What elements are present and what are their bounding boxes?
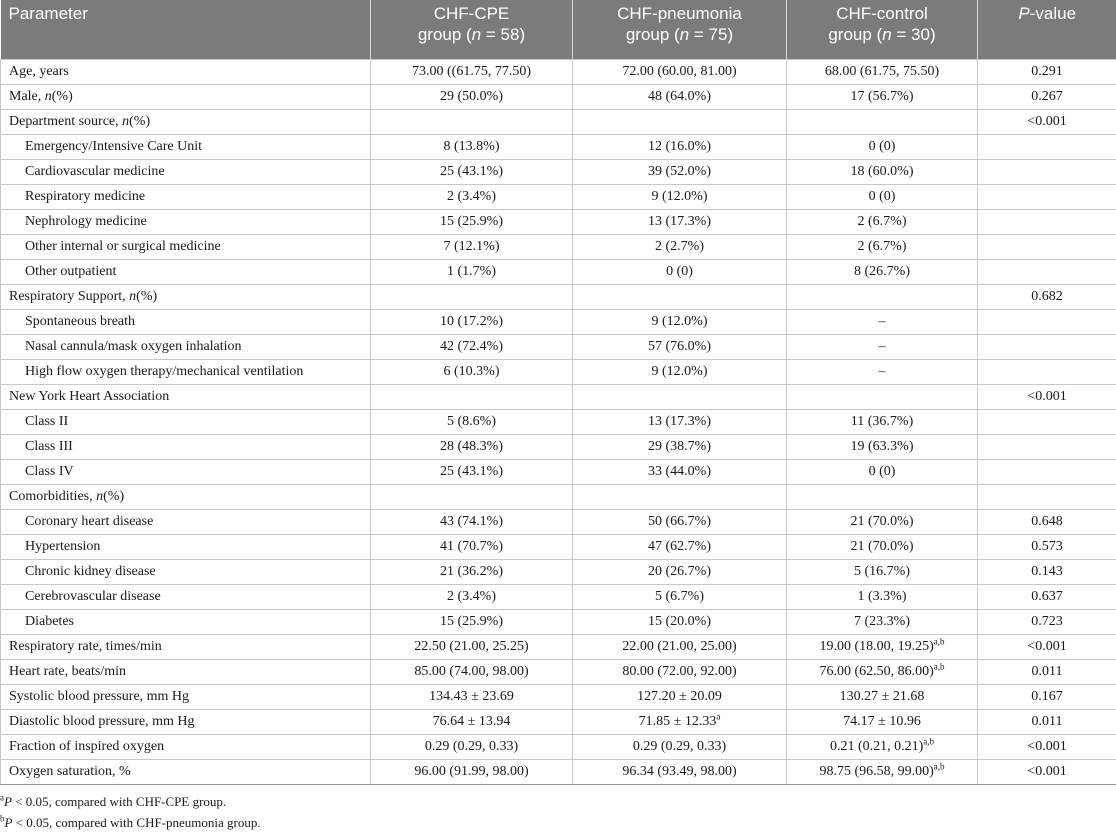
cell-p-value bbox=[978, 360, 1116, 385]
cell-chf-control-value: 5 (16.7%) bbox=[854, 564, 910, 579]
cell-p-value-value: 0.682 bbox=[1031, 289, 1063, 304]
cell-chf-pneumonia-value: 96.34 (93.49, 98.00) bbox=[622, 764, 736, 779]
cell-chf-control-value: 76.00 (62.50, 86.00) bbox=[819, 664, 933, 679]
table-row bbox=[1, 560, 1116, 585]
cell-chf-pneumonia bbox=[573, 760, 787, 785]
row-label: Cerebrovascular disease bbox=[1, 585, 371, 610]
cell-chf-pneumonia-value: 20 (26.7%) bbox=[648, 564, 711, 579]
footnote-b: $^b$P < 0.05, compared with CHF-pneumonia group. bbox=[0, 814, 261, 832]
header-p-value-label: P-value bbox=[1018, 4, 1076, 23]
table-row bbox=[1, 160, 1116, 185]
cell-chf-cpe bbox=[371, 310, 573, 335]
row-label: Chronic kidney disease bbox=[1, 560, 371, 585]
cell-chf-cpe bbox=[371, 710, 573, 735]
cell-chf-pneumonia bbox=[573, 385, 787, 410]
cell-p-value-value: 0.291 bbox=[1031, 64, 1063, 79]
cell-p-value bbox=[978, 385, 1116, 410]
cell-p-value-value: 0.723 bbox=[1031, 614, 1063, 629]
cell-chf-pneumonia-value: 80.00 (72.00, 92.00) bbox=[622, 664, 736, 679]
cell-chf-control bbox=[787, 335, 978, 360]
table-row bbox=[1, 760, 1116, 785]
cell-p-value bbox=[978, 485, 1116, 510]
cell-p-value bbox=[978, 410, 1116, 435]
cell-p-value bbox=[978, 260, 1116, 285]
row-label: Male, n(%) bbox=[1, 85, 371, 110]
cell-chf-cpe bbox=[371, 360, 573, 385]
table-row bbox=[1, 635, 1116, 660]
cell-p-value bbox=[978, 210, 1116, 235]
cell-chf-control-value: – bbox=[879, 364, 886, 379]
cell-chf-control bbox=[787, 310, 978, 335]
cell-chf-pneumonia-value: 39 (52.0%) bbox=[648, 164, 711, 179]
cell-chf-pneumonia-value: 2 (2.7%) bbox=[655, 239, 704, 254]
header-chf-control-sub: group (n = 30) bbox=[793, 24, 971, 45]
cell-chf-control-value: 74.17 ± 10.96 bbox=[843, 714, 921, 729]
cell-chf-pneumonia-value: 72.00 (60.00, 81.00) bbox=[622, 64, 736, 79]
cell-chf-cpe-value: 25 (43.1%) bbox=[440, 464, 503, 479]
cell-chf-pneumonia-value: 0.29 (0.29, 0.33) bbox=[633, 739, 726, 754]
header-parameter: Parameter bbox=[1, 0, 371, 60]
row-label: Age, years bbox=[1, 60, 371, 85]
table-row bbox=[1, 460, 1116, 485]
cell-p-value-value: 0.011 bbox=[1032, 664, 1063, 679]
cell-chf-cpe-value: 0.29 (0.29, 0.33) bbox=[425, 739, 518, 754]
cell-p-value bbox=[978, 560, 1116, 585]
cell-chf-cpe bbox=[371, 485, 573, 510]
cell-chf-pneumonia bbox=[573, 135, 787, 160]
cell-chf-pneumonia bbox=[573, 710, 787, 735]
cell-chf-pneumonia bbox=[573, 610, 787, 635]
table-row bbox=[1, 385, 1116, 410]
cell-chf-control bbox=[787, 385, 978, 410]
table-row bbox=[1, 335, 1116, 360]
cell-chf-pneumonia bbox=[573, 435, 787, 460]
cell-chf-pneumonia bbox=[573, 160, 787, 185]
footnote-a: $^a$P < 0.05, compared with CHF-CPE group. bbox=[0, 793, 226, 811]
cell-chf-cpe-value: 2 (3.4%) bbox=[447, 189, 496, 204]
cell-chf-cpe bbox=[371, 110, 573, 135]
cell-chf-pneumonia-value: 12 (16.0%) bbox=[648, 139, 711, 154]
table-row bbox=[1, 85, 1116, 110]
cell-chf-cpe bbox=[371, 185, 573, 210]
table-row bbox=[1, 410, 1116, 435]
table-row bbox=[1, 685, 1116, 710]
cell-p-value-value: 0.637 bbox=[1031, 589, 1063, 604]
cell-chf-cpe bbox=[371, 210, 573, 235]
cell-chf-control bbox=[787, 560, 978, 585]
row-label: Other outpatient bbox=[1, 260, 371, 285]
significance-marker: a,b bbox=[934, 761, 945, 771]
cell-chf-cpe-value: 15 (25.9%) bbox=[440, 614, 503, 629]
cell-p-value-value: <0.001 bbox=[1027, 114, 1066, 129]
cell-chf-control-value: 18 (60.0%) bbox=[851, 164, 914, 179]
cell-chf-cpe bbox=[371, 610, 573, 635]
table-row bbox=[1, 585, 1116, 610]
cell-chf-cpe-value: 76.64 ± 13.94 bbox=[433, 714, 511, 729]
cell-chf-control bbox=[787, 235, 978, 260]
row-label: Cardiovascular medicine bbox=[1, 160, 371, 185]
table-row bbox=[1, 535, 1116, 560]
row-label: New York Heart Association bbox=[1, 385, 371, 410]
footnote-a-text: P < 0.05, compared with CHF-CPE group. bbox=[4, 794, 226, 809]
cell-chf-control bbox=[787, 635, 978, 660]
cell-chf-cpe bbox=[371, 760, 573, 785]
table-row bbox=[1, 260, 1116, 285]
cell-chf-pneumonia-value: 9 (12.0%) bbox=[652, 314, 708, 329]
cell-p-value bbox=[978, 285, 1116, 310]
cell-chf-control-value: 0 (0) bbox=[869, 189, 896, 204]
cell-chf-cpe bbox=[371, 535, 573, 560]
header-chf-control: CHF-control group (n = 30) bbox=[787, 0, 978, 60]
cell-chf-control bbox=[787, 485, 978, 510]
table-header-row bbox=[1, 0, 1116, 60]
cell-chf-pneumonia-value: 13 (17.3%) bbox=[648, 214, 711, 229]
cell-chf-cpe-value: 96.00 (91.99, 98.00) bbox=[414, 764, 528, 779]
header-chf-cpe: CHF-CPE group (n = 58) bbox=[371, 0, 573, 60]
cell-p-value-value: 0.648 bbox=[1031, 514, 1063, 529]
row-label: Diabetes bbox=[1, 610, 371, 635]
cell-p-value bbox=[978, 235, 1116, 260]
cell-chf-control-value: 17 (56.7%) bbox=[851, 89, 914, 104]
cell-chf-pneumonia bbox=[573, 335, 787, 360]
row-label: Diastolic blood pressure, mm Hg bbox=[1, 710, 371, 735]
cell-chf-cpe bbox=[371, 85, 573, 110]
cell-chf-pneumonia bbox=[573, 185, 787, 210]
cell-chf-cpe-value: 28 (48.3%) bbox=[440, 439, 503, 454]
cell-chf-pneumonia-value: 48 (64.0%) bbox=[648, 89, 711, 104]
cell-p-value bbox=[978, 635, 1116, 660]
cell-chf-control-value: 0.21 (0.21, 0.21) bbox=[830, 739, 923, 754]
cell-p-value bbox=[978, 610, 1116, 635]
cell-chf-control bbox=[787, 710, 978, 735]
cell-chf-pneumonia bbox=[573, 410, 787, 435]
cell-chf-pneumonia-value: 47 (62.7%) bbox=[648, 539, 711, 554]
row-label: Nephrology medicine bbox=[1, 210, 371, 235]
cell-p-value-value: <0.001 bbox=[1027, 739, 1066, 754]
row-label: Class IV bbox=[1, 460, 371, 485]
table-row bbox=[1, 60, 1116, 85]
cell-chf-pneumonia bbox=[573, 735, 787, 760]
row-label: Coronary heart disease bbox=[1, 510, 371, 535]
row-label: Comorbidities, n(%) bbox=[1, 485, 371, 510]
cell-chf-cpe bbox=[371, 460, 573, 485]
cell-chf-control bbox=[787, 435, 978, 460]
table-row bbox=[1, 735, 1116, 760]
table-row bbox=[1, 710, 1116, 735]
row-label: Heart rate, beats/min bbox=[1, 660, 371, 685]
table-row bbox=[1, 435, 1116, 460]
cell-chf-control bbox=[787, 135, 978, 160]
cell-chf-pneumonia bbox=[573, 685, 787, 710]
row-label: Class II bbox=[1, 410, 371, 435]
cell-p-value bbox=[978, 585, 1116, 610]
cell-chf-pneumonia-value: 127.20 ± 20.09 bbox=[637, 689, 722, 704]
cell-chf-pneumonia-value: 71.85 ± 12.33 bbox=[639, 714, 717, 729]
cell-chf-control-value: – bbox=[879, 314, 886, 329]
cell-chf-cpe-value: 29 (50.0%) bbox=[440, 89, 503, 104]
cell-chf-pneumonia-value: 9 (12.0%) bbox=[652, 364, 708, 379]
cell-chf-control bbox=[787, 610, 978, 635]
cell-chf-control bbox=[787, 260, 978, 285]
row-label: High flow oxygen therapy/mechanical ventilation bbox=[1, 360, 371, 385]
cell-chf-pneumonia-value: 22.00 (21.00, 25.00) bbox=[622, 639, 736, 654]
footnote-b-text: P < 0.05, compared with CHF-pneumonia group. bbox=[5, 815, 261, 830]
cell-chf-cpe bbox=[371, 660, 573, 685]
cell-chf-control bbox=[787, 110, 978, 135]
cell-p-value bbox=[978, 135, 1116, 160]
significance-marker: a,b bbox=[923, 736, 934, 746]
cell-chf-cpe-value: 7 (12.1%) bbox=[444, 239, 500, 254]
cell-chf-control-value: 2 (6.7%) bbox=[858, 239, 907, 254]
cell-p-value-value: 0.011 bbox=[1032, 714, 1063, 729]
row-label: Oxygen saturation, % bbox=[1, 760, 371, 785]
cell-chf-cpe-value: 5 (8.6%) bbox=[447, 414, 496, 429]
row-label: Class III bbox=[1, 435, 371, 460]
cell-p-value bbox=[978, 735, 1116, 760]
cell-chf-pneumonia-value: 33 (44.0%) bbox=[648, 464, 711, 479]
table-body bbox=[1, 60, 1116, 785]
cell-p-value-value: 0.573 bbox=[1031, 539, 1063, 554]
cell-chf-cpe bbox=[371, 285, 573, 310]
table-row bbox=[1, 185, 1116, 210]
cell-chf-pneumonia-value: 0 (0) bbox=[666, 264, 693, 279]
cell-p-value bbox=[978, 660, 1116, 685]
cell-chf-control-value: 0 (0) bbox=[869, 464, 896, 479]
cell-chf-control bbox=[787, 685, 978, 710]
cell-chf-control-value: 130.27 ± 21.68 bbox=[840, 689, 925, 704]
cell-chf-pneumonia bbox=[573, 85, 787, 110]
cell-chf-control bbox=[787, 535, 978, 560]
cell-chf-cpe-value: 42 (72.4%) bbox=[440, 339, 503, 354]
cell-p-value bbox=[978, 110, 1116, 135]
cell-chf-control-value: 8 (26.7%) bbox=[854, 264, 910, 279]
cell-chf-cpe bbox=[371, 735, 573, 760]
cell-chf-pneumonia bbox=[573, 360, 787, 385]
cell-p-value bbox=[978, 60, 1116, 85]
cell-chf-control-value: 2 (6.7%) bbox=[858, 214, 907, 229]
cell-chf-cpe bbox=[371, 560, 573, 585]
cell-chf-pneumonia bbox=[573, 285, 787, 310]
cell-chf-cpe-value: 22.50 (21.00, 25.25) bbox=[414, 639, 528, 654]
cell-chf-pneumonia bbox=[573, 310, 787, 335]
cell-chf-control bbox=[787, 60, 978, 85]
cell-chf-cpe bbox=[371, 510, 573, 535]
table-row bbox=[1, 285, 1116, 310]
cell-chf-cpe bbox=[371, 260, 573, 285]
row-label: Fraction of inspired oxygen bbox=[1, 735, 371, 760]
cell-chf-cpe-value: 21 (36.2%) bbox=[440, 564, 503, 579]
table-row bbox=[1, 485, 1116, 510]
cell-chf-control bbox=[787, 210, 978, 235]
significance-marker: a,b bbox=[934, 636, 945, 646]
cell-p-value bbox=[978, 685, 1116, 710]
cell-chf-cpe bbox=[371, 585, 573, 610]
cell-chf-cpe bbox=[371, 335, 573, 360]
cell-chf-control-value: 1 (3.3%) bbox=[858, 589, 907, 604]
header-chf-pneumonia: CHF-pneumonia group (n = 75) bbox=[573, 0, 787, 60]
cell-chf-control-value: 21 (70.0%) bbox=[851, 514, 914, 529]
row-label: Spontaneous breath bbox=[1, 310, 371, 335]
cell-chf-control-value: 0 (0) bbox=[869, 139, 896, 154]
cell-chf-cpe-value: 2 (3.4%) bbox=[447, 589, 496, 604]
cell-chf-cpe bbox=[371, 635, 573, 660]
cell-p-value bbox=[978, 310, 1116, 335]
cell-chf-pneumonia bbox=[573, 60, 787, 85]
cell-chf-control bbox=[787, 185, 978, 210]
row-label: Hypertension bbox=[1, 535, 371, 560]
cell-chf-pneumonia bbox=[573, 110, 787, 135]
row-label: Nasal cannula/mask oxygen inhalation bbox=[1, 335, 371, 360]
row-label: Respiratory rate, times/min bbox=[1, 635, 371, 660]
cell-chf-control-value: 7 (23.3%) bbox=[854, 614, 910, 629]
cell-chf-pneumonia-value: 9 (12.0%) bbox=[652, 189, 708, 204]
cell-chf-pneumonia-value: 57 (76.0%) bbox=[648, 339, 711, 354]
cell-chf-cpe-value: 85.00 (74.00, 98.00) bbox=[414, 664, 528, 679]
table-row bbox=[1, 660, 1116, 685]
row-label: Emergency/Intensive Care Unit bbox=[1, 135, 371, 160]
cell-p-value-value: <0.001 bbox=[1027, 389, 1066, 404]
cell-chf-cpe-value: 1 (1.7%) bbox=[447, 264, 496, 279]
cell-p-value bbox=[978, 760, 1116, 785]
cell-chf-control-value: 21 (70.0%) bbox=[851, 539, 914, 554]
table-row bbox=[1, 110, 1116, 135]
cell-p-value bbox=[978, 335, 1116, 360]
table-row bbox=[1, 510, 1116, 535]
cell-chf-cpe bbox=[371, 410, 573, 435]
cell-p-value bbox=[978, 710, 1116, 735]
cell-p-value-value: 0.167 bbox=[1031, 689, 1063, 704]
cell-chf-pneumonia bbox=[573, 560, 787, 585]
cell-chf-pneumonia bbox=[573, 660, 787, 685]
cell-chf-cpe-value: 41 (70.7%) bbox=[440, 539, 503, 554]
cell-chf-control bbox=[787, 760, 978, 785]
cell-chf-control bbox=[787, 735, 978, 760]
cell-chf-pneumonia bbox=[573, 460, 787, 485]
cell-chf-cpe bbox=[371, 685, 573, 710]
cell-chf-control-value: – bbox=[879, 339, 886, 354]
cell-chf-control bbox=[787, 285, 978, 310]
significance-marker: a bbox=[716, 711, 720, 721]
cell-chf-cpe bbox=[371, 385, 573, 410]
cell-chf-cpe bbox=[371, 60, 573, 85]
cell-chf-control bbox=[787, 160, 978, 185]
cell-chf-cpe-value: 6 (10.3%) bbox=[444, 364, 500, 379]
cell-chf-pneumonia-value: 50 (66.7%) bbox=[648, 514, 711, 529]
cell-p-value bbox=[978, 510, 1116, 535]
cell-chf-control bbox=[787, 85, 978, 110]
table-row bbox=[1, 310, 1116, 335]
cell-chf-control bbox=[787, 510, 978, 535]
row-label: Department source, n(%) bbox=[1, 110, 371, 135]
table-row bbox=[1, 360, 1116, 385]
cell-p-value bbox=[978, 535, 1116, 560]
header-chf-pneumonia-sub: group (n = 75) bbox=[579, 24, 780, 45]
cell-chf-pneumonia-value: 13 (17.3%) bbox=[648, 414, 711, 429]
cell-chf-pneumonia bbox=[573, 635, 787, 660]
cell-p-value-value: <0.001 bbox=[1027, 764, 1066, 779]
cell-chf-cpe bbox=[371, 135, 573, 160]
table-row bbox=[1, 235, 1116, 260]
cell-chf-pneumonia bbox=[573, 535, 787, 560]
cell-p-value-value: 0.267 bbox=[1031, 89, 1063, 104]
cell-chf-cpe-value: 10 (17.2%) bbox=[440, 314, 503, 329]
cell-chf-cpe-value: 15 (25.9%) bbox=[440, 214, 503, 229]
cell-chf-control bbox=[787, 585, 978, 610]
cell-p-value-value: 0.143 bbox=[1031, 564, 1063, 579]
cell-chf-pneumonia bbox=[573, 210, 787, 235]
cell-chf-pneumonia bbox=[573, 485, 787, 510]
row-label: Respiratory medicine bbox=[1, 185, 371, 210]
cell-chf-pneumonia-value: 29 (38.7%) bbox=[648, 439, 711, 454]
cell-p-value bbox=[978, 185, 1116, 210]
header-chf-cpe-sub: group (n = 58) bbox=[377, 24, 566, 45]
row-label: Other internal or surgical medicine bbox=[1, 235, 371, 260]
cell-chf-pneumonia bbox=[573, 260, 787, 285]
cell-chf-cpe-value: 43 (74.1%) bbox=[440, 514, 503, 529]
cell-chf-cpe bbox=[371, 435, 573, 460]
cell-p-value-value: <0.001 bbox=[1027, 639, 1066, 654]
header-p-value bbox=[978, 0, 1116, 60]
cell-chf-control-value: 19 (63.3%) bbox=[851, 439, 914, 454]
cell-chf-cpe-value: 25 (43.1%) bbox=[440, 164, 503, 179]
table-row bbox=[1, 610, 1116, 635]
cell-chf-control-value: 19.00 (18.00, 19.25) bbox=[819, 639, 933, 654]
cell-chf-control bbox=[787, 410, 978, 435]
cell-chf-pneumonia bbox=[573, 585, 787, 610]
row-label: Systolic blood pressure, mm Hg bbox=[1, 685, 371, 710]
cell-p-value bbox=[978, 460, 1116, 485]
cell-chf-pneumonia-value: 15 (20.0%) bbox=[648, 614, 711, 629]
cell-chf-cpe bbox=[371, 160, 573, 185]
cell-chf-pneumonia bbox=[573, 235, 787, 260]
cell-p-value bbox=[978, 160, 1116, 185]
cell-chf-control bbox=[787, 360, 978, 385]
cell-chf-control bbox=[787, 660, 978, 685]
cell-p-value bbox=[978, 435, 1116, 460]
cell-chf-cpe-value: 134.43 ± 23.69 bbox=[429, 689, 514, 704]
cell-chf-pneumonia bbox=[573, 510, 787, 535]
cell-chf-control-value: 68.00 (61.75, 75.50) bbox=[825, 64, 939, 79]
cell-p-value bbox=[978, 85, 1116, 110]
table-row bbox=[1, 135, 1116, 160]
cell-chf-cpe bbox=[371, 235, 573, 260]
row-label: Respiratory Support, n(%) bbox=[1, 285, 371, 310]
significance-marker: a,b bbox=[934, 661, 945, 671]
cell-chf-cpe-value: 73.00 ((61.75, 77.50) bbox=[412, 64, 531, 79]
cell-chf-pneumonia-value: 5 (6.7%) bbox=[655, 589, 704, 604]
cell-chf-control-value: 11 (36.7%) bbox=[851, 414, 913, 429]
table-row bbox=[1, 210, 1116, 235]
cell-chf-control-value: 98.75 (96.58, 99.00) bbox=[819, 764, 933, 779]
cell-chf-control bbox=[787, 460, 978, 485]
cell-chf-cpe-value: 8 (13.8%) bbox=[444, 139, 500, 154]
